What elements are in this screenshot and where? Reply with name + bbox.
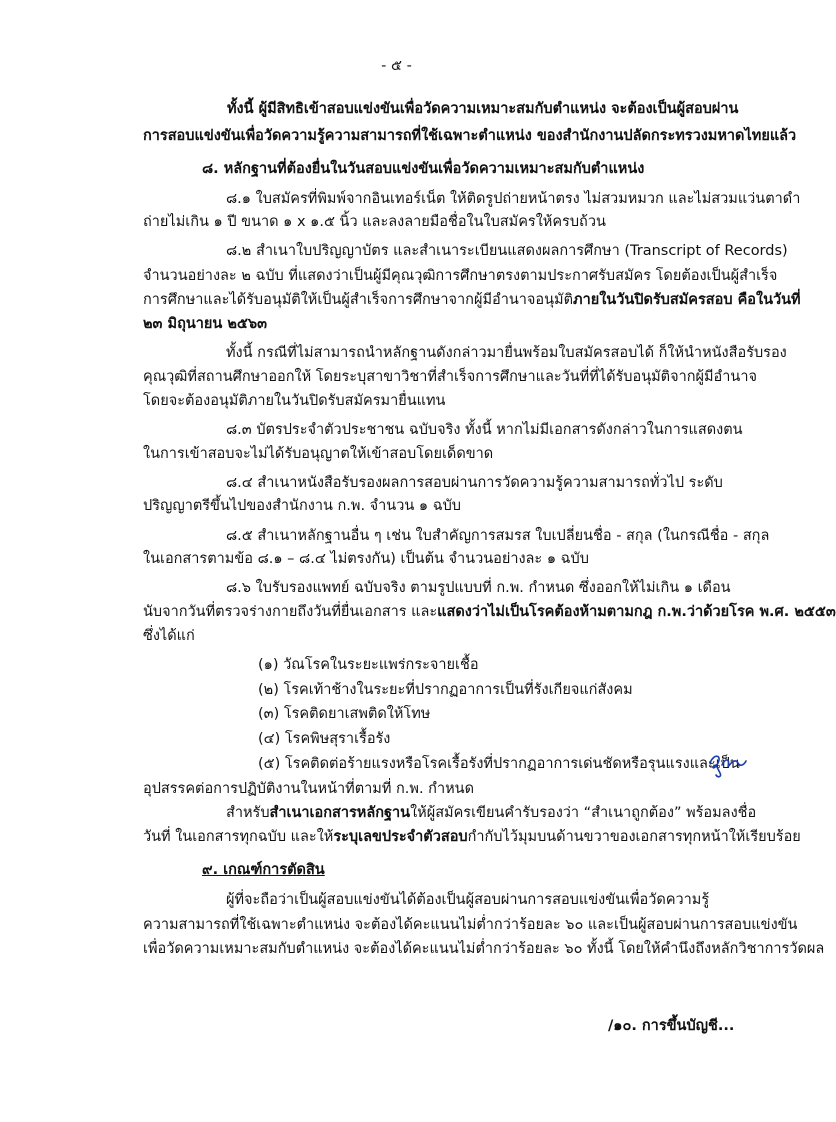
item-8-6-line-3: ซึ่งได้แก่ xyxy=(143,628,195,644)
disease-list-item: (๒) โรคเท้าช้างในระยะที่ปรากฏอาการเป็นที่รังเกียจแก่สังคม xyxy=(258,682,633,698)
certify-line-2 xyxy=(143,827,801,847)
item-8-5-line-2: ในเอกสารตามข้อ ๘.๑ – ๘.๔ ไม่ตรงกัน) เป็นต้น จำนวนอย่างละ ๑ ฉบับ xyxy=(143,551,589,567)
criteria-line-1: ผู้ที่จะถือว่าเป็นผู้สอบแข่งขันได้ต้องเป็นผู้สอบผ่านการสอบแข่งขันเพื่อวัดความรู้ xyxy=(226,892,710,908)
certify-line-2-c: กำกับไว้มุมบนด้านขวาของเอกสารทุกหน้าให้เรียบร้อย xyxy=(467,829,801,845)
certify-line-1 xyxy=(226,803,756,823)
closing-date: ๒๓ มิถุนายน ๒๕๖๓ xyxy=(143,316,268,332)
note-line-1: ทั้งนี้ กรณีที่ไม่สามารถนำหลักฐานดังกล่าวมายื่นพร้อมใบสมัครสอบได้ ก็ให้นำหนังสือรับรอง xyxy=(226,345,787,361)
disease-list-item: (๓) โรคติดยาเสพติดให้โทษ xyxy=(258,706,431,722)
item-8-6-line-2-text: นับจากวันที่ตรวจร่างกายถึงวันที่ยื่นเอกสาร และ xyxy=(143,604,438,620)
intro-line-1: ทั้งนี้ ผู้มีสิทธิเข้าสอบแข่งขันเพื่อวัดความเหมาะสมกับตำแหน่ง จะต้องเป็นผู้สอบผ่าน xyxy=(227,101,739,117)
disease-list-item: (๑) วัณโรคในระยะแพร่กระจายเชื้อ xyxy=(258,657,479,673)
continuation-marker: /๑๐. การขึ้นบัญชี... xyxy=(608,1018,735,1034)
exam-id-emphasis: ระบุเลขประจำตัวสอบ xyxy=(333,829,468,845)
item-8-3-line-2: ในการเข้าสอบจะไม่ได้รับอนุญาตให้เข้าสอบโดยเด็ดขาด xyxy=(143,446,494,462)
certify-line-2-a: วันที่ ในเอกสารทุกฉบับ และให้ xyxy=(143,829,334,845)
disease-list-item: (๕) โรคติดต่อร้ายแรงหรือโรคเรื้อรังที่ปรากฏอาการเด่นชัดหรือรุนแรงและเป็น xyxy=(258,756,740,772)
item-8-3-line-1: ๘.๓ บัตรประจำตัวประชาชน ฉบับจริง ทั้งนี้ หากไม่มีเอกสารดังกล่าวในการแสดงตน xyxy=(226,422,743,438)
disease-rule-emphasis: แสดงว่าไม่เป็นโรคต้องห้ามตามกฎ ก.พ.ว่าด้วยโรค พ.ศ. ๒๕๕๓ xyxy=(437,604,836,620)
item-8-1-line-2: ถ่ายไม่เกิน ๑ ปี ขนาด ๑ x ๑.๕ นิ้ว และลงลายมือชื่อในใบสมัครให้ครบถ้วน xyxy=(143,214,606,230)
criteria-line-3: เพื่อวัดความเหมาะสมกับตำแหน่ง จะต้องได้คะแนนไม่ต่ำกว่าร้อยละ ๖๐ ทั้งนี้ โดยให้คำนึงถึงหลักวิชาการวัดผล xyxy=(143,941,825,957)
intro-line-2: การสอบแข่งขันเพื่อวัดความรู้ความสามารถที่ใช้เฉพาะตำแหน่ง ของสำนักงานปลัดกระทรวงมหาดไทยแล้ว xyxy=(143,128,797,144)
criteria-line-2: ความสามารถที่ใช้เฉพาะตำแหน่ง จะต้องได้คะแนนไม่ต่ำกว่าร้อยละ ๖๐ และเป็นผู้สอบผ่านการสอบแข่งขัน xyxy=(143,917,798,933)
certify-line-1-c: ให้ผู้สมัครเขียนคำรับรองว่า “สำเนาถูกต้อง” พร้อมลงชื่อ xyxy=(410,805,757,821)
section-8-heading: ๘. หลักฐานที่ต้องยื่นในวันสอบแข่งขันเพื่อวัดความเหมาะสมกับตำแหน่ง xyxy=(202,161,645,177)
page-number: - ๕ - xyxy=(381,58,412,74)
note-line-3: โดยจะต้องอนุมัติภายในวันปิดรับสมัครมายื่นแทน xyxy=(143,393,446,409)
disease-list-item: (๔) โรคพิษสุราเรื้อรัง xyxy=(258,731,391,747)
item-8-5-line-1: ๘.๕ สำเนาหลักฐานอื่น ๆ เช่น ใบสำคัญการสมรส ใบเปลี่ยนชื่อ - สกุล (ในกรณีชื่อ - สกุล xyxy=(226,528,770,544)
item-8-1-line-1: ๘.๑ ใบสมัครที่พิมพ์จากอินเทอร์เน็ต ให้ติดรูปถ่ายหน้าตรง ไม่สวมหมวก และไม่สวมแว่นตาดำ xyxy=(226,191,801,207)
closing-date-emphasis: ภายในวันปิดรับสมัครสอบ คือในวันที่ xyxy=(573,292,801,308)
certify-copies-emphasis: สำเนาเอกสารหลักฐาน xyxy=(269,805,411,821)
certify-line-1-a: สำหรับ xyxy=(226,805,270,821)
note-line-2: คุณวุฒิที่สถานศึกษาออกให้ โดยระบุสาขาวิชาที่สำเร็จการศึกษาและวันที่ที่ได้รับอนุมัติจากผู้มีอำนาจ xyxy=(143,369,757,385)
item-8-6-line-1: ๘.๖ ใบรับรองแพทย์ ฉบับจริง ตามรูปแบบที่ ก.พ. กำหนด ซึ่งออกให้ไม่เกิน ๑ เดือน xyxy=(226,580,731,596)
section-9-heading: ๙. เกณฑ์การตัดสิน xyxy=(202,862,325,878)
item-8-2-line-3 xyxy=(143,290,801,310)
item-8-4-line-1: ๘.๔ สำเนาหนังสือรับรองผลการสอบผ่านการวัดความรู้ความสามารถทั่วไป ระดับ xyxy=(226,475,723,491)
item-8-6-line-2 xyxy=(143,602,836,622)
item-8-4-line-2: ปริญญาตรีขึ้นไปของสำนักงาน ก.พ. จำนวน ๑ ฉบับ xyxy=(143,498,461,514)
item-8-2-line-3-text: การศึกษาและได้รับอนุมัติให้เป็นผู้สำเร็จการศึกษาจากผู้มีอำนาจอนุมัติ xyxy=(143,292,574,308)
disease-5-line-2: อุปสรรคต่อการปฏิบัติงานในหน้าที่ตามที่ ก.พ. กำหนด xyxy=(143,781,474,797)
initials-signature-icon xyxy=(706,751,748,779)
item-8-2-line-2: จำนวนอย่างละ ๒ ฉบับ ที่แสดงว่าเป็นผู้มีคุณวุฒิการศึกษาตรงตามประกาศรับสมัคร โดยต้องเป็นผู้สำเร็จ xyxy=(143,268,778,284)
item-8-2-line-1: ๘.๒ สำเนาใบปริญญาบัตร และสำเนาระเบียนแสดงผลการศึกษา (Transcript of Records) xyxy=(226,243,788,259)
